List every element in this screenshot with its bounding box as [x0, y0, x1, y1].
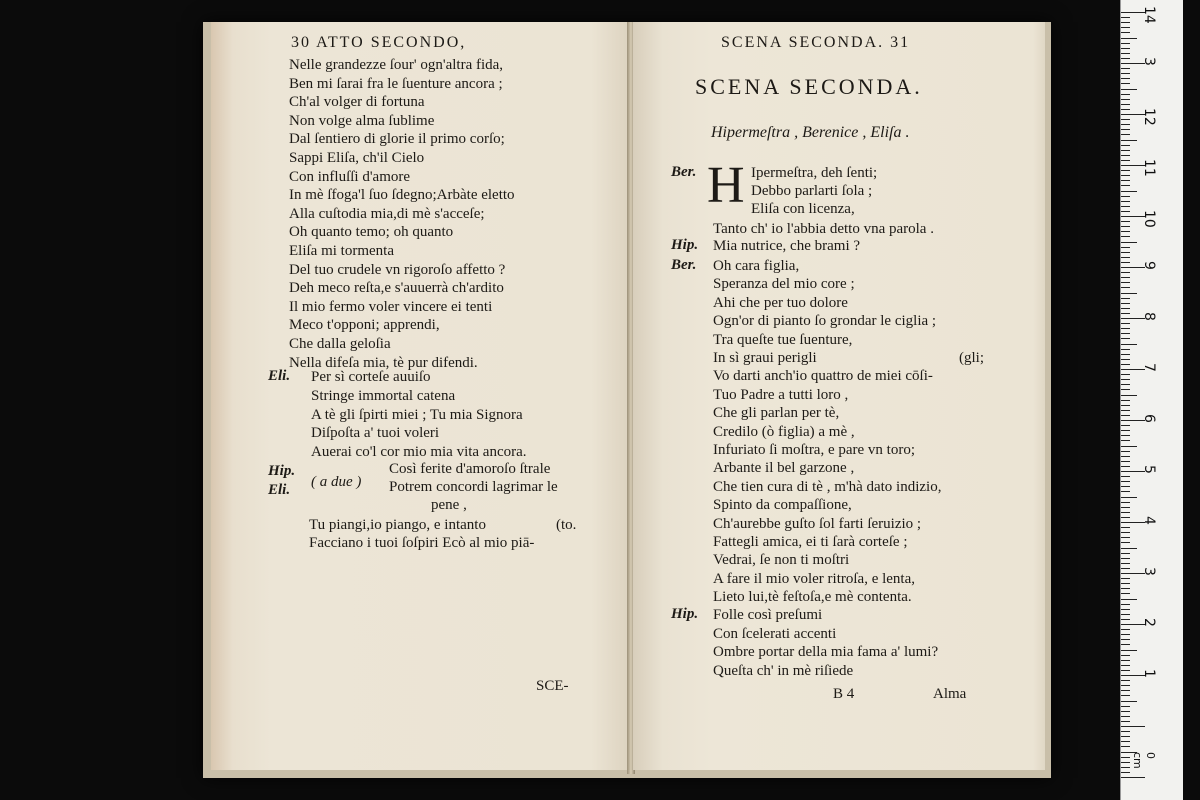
- verse-line: Che tien cura di tè , m'hà dato indizio,: [713, 478, 942, 495]
- ruler-tick: [1121, 695, 1130, 696]
- verse-line: In mè ſfoga'l ſuo ſdegno;Arbàte eletto: [289, 187, 515, 204]
- verse-line: Lieto lui,tè feſtoſa,e mè contenta.: [713, 589, 912, 606]
- ruler-tick: [1121, 726, 1145, 727]
- ruler-number: 7: [1141, 363, 1157, 372]
- verse-line: Con ſcelerati accenti: [713, 625, 837, 642]
- ruler-tick: [1121, 160, 1130, 161]
- ruler-tick: [1121, 313, 1130, 314]
- ruler-number: 14: [1141, 6, 1157, 24]
- ruler-tick: [1121, 685, 1130, 686]
- ruler-tick: [1121, 599, 1137, 600]
- ruler-tick: [1121, 731, 1130, 732]
- ruler-tick: [1121, 32, 1130, 33]
- speaker-eli-duet: Eli.: [268, 482, 291, 498]
- ruler-tick: [1121, 221, 1130, 222]
- ruler-tick: [1121, 293, 1137, 294]
- verse-line: Ch'aurebbe guſto ſol farti ſeruizio ;: [713, 515, 922, 532]
- verse-line: Non volge alma ſublime: [289, 112, 435, 129]
- verse-line: Speranza del mio core ;: [713, 276, 855, 293]
- stage-direction-a-due: ( a due ): [311, 474, 362, 490]
- ruler-tick: [1121, 252, 1130, 253]
- ruler-tick: [1121, 537, 1130, 538]
- verse-line: Vo darti anch'io quattro de miei cōſi-: [713, 368, 933, 385]
- verse-line: Ahi che per tuo dolore: [713, 294, 848, 311]
- verse-line: Tra queſte tue ſuenture,: [713, 331, 853, 348]
- verse-line: Diſpoſta a' tuoi voleri: [311, 425, 440, 442]
- ruler-tick: [1121, 22, 1130, 23]
- ruler-tick: [1121, 604, 1130, 605]
- ruler-tick: [1121, 527, 1130, 528]
- ruler-tick: [1121, 425, 1130, 426]
- ruler-tick: [1121, 145, 1130, 146]
- ruler-tick: [1121, 568, 1130, 569]
- ruler-tick: [1121, 27, 1130, 28]
- verse-line: Ogn'or di pianto ſo grondar le ciglia ;: [713, 313, 937, 330]
- verse-line: Per sì corteſe auuiſo: [311, 369, 431, 385]
- verse-line: Nelle grandezze ſour' ogn'altra fida,: [289, 57, 504, 73]
- ruler-tick: [1121, 344, 1137, 345]
- ruler-tick: [1121, 395, 1137, 396]
- ruler-tick: [1121, 272, 1130, 273]
- final-line: Facciano i tuoi ſoſpiri Ecò al mio piā-: [309, 535, 535, 551]
- ruler-number: 8: [1141, 312, 1157, 321]
- ruler-tick: [1121, 170, 1130, 171]
- ruler-tick: [1121, 242, 1137, 243]
- ruler-tick: [1121, 660, 1130, 661]
- ruler-tick: [1121, 155, 1130, 156]
- ruler-tick: [1121, 206, 1130, 207]
- ruler-tick: [1121, 333, 1130, 334]
- verse-line: Oh quanto temo; oh quanto: [289, 224, 454, 241]
- ruler-tick: [1121, 287, 1130, 288]
- verse-line: Auerai co'l cor mio mia vita ancora.: [311, 444, 527, 461]
- ruler-tick: [1121, 89, 1137, 90]
- ruler-number: 9: [1141, 261, 1157, 270]
- ruler-tick: [1121, 410, 1130, 411]
- ruler-tick: [1121, 405, 1130, 406]
- verse-line: Eliſa mi tormenta: [289, 243, 394, 259]
- verse-line: Sappi Eliſa, ch'il Cielo: [289, 150, 425, 166]
- verse-line: Deh meco reſta,e s'auuerrà ch'ardito: [289, 280, 504, 297]
- ruler-tick: [1121, 323, 1130, 324]
- verse-line: Infuriato ſi moſtra, e pare vn toro;: [713, 442, 916, 458]
- verse-line: Eliſa con licenza,: [751, 201, 855, 217]
- ruler-tick: [1121, 512, 1130, 513]
- ruler-tick: [1121, 298, 1130, 299]
- ruler-tick: [1121, 716, 1130, 717]
- ruler-unit-label: 0 cm: [1131, 752, 1157, 769]
- ruler-tick: [1121, 338, 1130, 339]
- ruler-tick: [1121, 578, 1130, 579]
- open-book: [203, 22, 1051, 778]
- ruler-tick: [1121, 236, 1130, 237]
- verse-line: Dal ſentiero di glorie il primo corſo;: [289, 131, 505, 148]
- ruler-tick: [1121, 191, 1137, 192]
- ruler-tick: [1121, 109, 1130, 110]
- ruler-tick: [1121, 282, 1130, 283]
- ruler-tick: [1121, 129, 1130, 130]
- ruler-tick: [1121, 609, 1130, 610]
- ruler-tick: [1121, 384, 1130, 385]
- ruler-tick: [1121, 655, 1130, 656]
- verse-overflow: (gli;: [959, 350, 984, 366]
- ruler-tick: [1121, 48, 1130, 49]
- ruler-tick: [1121, 175, 1130, 176]
- ruler-tick: [1121, 593, 1130, 594]
- ruler-tick: [1121, 150, 1130, 151]
- verse-line: Vedrai, ſe non ti moſtri: [713, 552, 850, 569]
- verse-line: Il mio fermo voler vincere ei tenti: [289, 298, 493, 315]
- ruler-tick: [1121, 741, 1130, 742]
- verse-line: In sì graui perigli: [713, 350, 817, 366]
- ruler-tick: [1121, 354, 1130, 355]
- speaker-eli: Eli.: [268, 368, 291, 384]
- ruler-tick: [1121, 736, 1130, 737]
- left-running-header: 30 ATTO SECONDO,: [291, 34, 467, 51]
- ruler-tick: [1121, 201, 1130, 202]
- ruler-tick: [1121, 711, 1130, 712]
- verse-line: Che dalla geloſia: [289, 336, 391, 352]
- ruler-tick: [1121, 476, 1130, 477]
- ruler-tick: [1121, 180, 1130, 181]
- ruler-tick: [1121, 124, 1130, 125]
- ruler-tick: [1121, 415, 1130, 416]
- ruler-tick: [1121, 497, 1137, 498]
- ruler-tick: [1121, 247, 1130, 248]
- ruler-tick: [1121, 359, 1130, 360]
- ruler-tick: [1121, 43, 1130, 44]
- scene-title: SCENA SECONDA.: [695, 74, 923, 99]
- ruler-tick: [1121, 721, 1130, 722]
- ruler-number: 11: [1141, 159, 1157, 177]
- verse-line: Fattegli amica, ei ti ſarà corteſe ;: [713, 534, 908, 550]
- ruler-tick: [1121, 277, 1130, 278]
- ruler-tick: [1121, 99, 1130, 100]
- ruler-number: 1: [1141, 669, 1157, 678]
- verse-line: A tè gli ſpirti miei ; Tu mia Signora: [311, 406, 523, 423]
- signature-mark: B 4: [833, 686, 855, 702]
- verse-line: Tuo Padre a tutti loro ,: [713, 386, 849, 403]
- ruler-tick: [1121, 670, 1130, 671]
- verse-line: Ombre portar della mia fama a' lumi?: [713, 644, 939, 661]
- ruler-tick: [1121, 507, 1130, 508]
- ruler-tick: [1121, 639, 1130, 640]
- speaker-hip-2: Hip.: [671, 606, 699, 622]
- ruler-tick: [1121, 456, 1130, 457]
- ruler-tick: [1121, 119, 1130, 120]
- ruler-tick: [1121, 364, 1130, 365]
- ruler-tick: [1121, 690, 1130, 691]
- ruler-tick: [1121, 400, 1130, 401]
- verse-line: Mia nutrice, che brami ?: [713, 238, 861, 254]
- ruler-tick: [1121, 73, 1130, 74]
- speaker-hip: Hip.: [671, 237, 699, 253]
- verse-line: Tanto ch' io l'abbia detto vna parola .: [713, 221, 934, 237]
- ruler-number: 10: [1141, 210, 1157, 228]
- final-line: Tu piangi,io piango, e intanto: [309, 517, 486, 533]
- ruler-tick: [1121, 226, 1130, 227]
- ruler-tick: [1121, 461, 1130, 462]
- right-running-header: SCENA SECONDA. 31: [721, 34, 911, 51]
- ruler-tick: [1121, 614, 1130, 615]
- duet-line: Così ferite d'amoroſo ſtrale: [389, 461, 551, 477]
- ruler-tick: [1121, 303, 1130, 304]
- ruler-tick: [1121, 308, 1130, 309]
- verse-line: Nella difeſa mia, tè pur difendi.: [289, 354, 478, 371]
- verse-line: Spinto da compaſſione,: [713, 497, 852, 514]
- ruler-number: 2: [1141, 618, 1157, 627]
- ruler-tick: [1121, 17, 1130, 18]
- ruler-tick: [1121, 53, 1130, 54]
- ruler-tick: [1121, 767, 1130, 768]
- ruler-tick: [1121, 140, 1137, 141]
- ruler-tick: [1121, 491, 1130, 492]
- verse-line: Meco t'opponi; apprendi,: [289, 317, 440, 334]
- ruler-tick: [1121, 104, 1130, 105]
- ruler-tick: [1121, 68, 1130, 69]
- ruler-tick: [1121, 374, 1130, 375]
- ruler-tick: [1121, 701, 1137, 702]
- verse-line: Con influſſi d'amore: [289, 168, 411, 185]
- ruler-tick: [1121, 502, 1130, 503]
- ruler-tick: [1121, 665, 1130, 666]
- ruler-tick: [1121, 634, 1130, 635]
- character-list: Hipermeſtra , Berenice , Eliſa .: [711, 124, 910, 141]
- ruler-tick: [1121, 583, 1130, 584]
- ruler-tick: [1121, 58, 1130, 59]
- verse-line: Oh cara figlia,: [713, 258, 800, 274]
- verse-line: Ben mi ſarai fra le ſuenture ancora ;: [289, 75, 503, 92]
- ruler-tick: [1121, 532, 1130, 533]
- ruler-tick: [1121, 588, 1130, 589]
- ruler-tick: [1121, 451, 1130, 452]
- right-page: [633, 22, 1045, 770]
- ruler-tick: [1121, 196, 1130, 197]
- verse-line: Ch'al volger di fortuna: [289, 94, 425, 111]
- verse-line: Arbante il bel garzone ,: [713, 460, 855, 477]
- drop-cap: H: [707, 157, 745, 214]
- right-catchword: Alma: [933, 686, 967, 702]
- ruler-tick: [1121, 772, 1130, 773]
- ruler-tick: [1121, 211, 1130, 212]
- verse-line: Credilo (ò figlia) a mè ,: [713, 423, 855, 440]
- speaker-ber-2: Ber.: [671, 257, 697, 273]
- ruler-tick: [1121, 83, 1130, 84]
- ruler-tick: [1121, 680, 1130, 681]
- verse-line: Stringe immortal catena: [311, 387, 456, 404]
- duet-line: pene ,: [431, 497, 467, 513]
- ruler-number: 5: [1141, 465, 1157, 474]
- left-page: [211, 22, 630, 770]
- ruler-number: 12: [1141, 108, 1157, 126]
- ruler-tick: [1121, 446, 1137, 447]
- ruler-tick: [1121, 466, 1130, 467]
- ruler-tick: [1121, 430, 1130, 431]
- verse-line: Ipermeſtra, deh ſenti;: [751, 165, 878, 181]
- ruler-tick: [1121, 328, 1130, 329]
- left-catchword: SCE-: [536, 678, 569, 694]
- ruler-number: 3: [1141, 57, 1157, 66]
- verse-line: Queſta ch' in mè riſiede: [713, 662, 854, 679]
- ruler-tick: [1121, 486, 1130, 487]
- verse-line: Del tuo crudele vn rigoroſo affetto ?: [289, 261, 506, 278]
- ruler-tick: [1121, 762, 1130, 763]
- ruler-tick: [1121, 706, 1130, 707]
- ruler-number: 4: [1141, 516, 1157, 525]
- ruler-tick: [1121, 38, 1137, 39]
- ruler-tick: [1121, 231, 1130, 232]
- ruler-tick: [1121, 349, 1130, 350]
- final-overflow: (to.: [556, 517, 577, 533]
- verse-line: A fare il mio voler ritroſa, e lenta,: [713, 570, 916, 587]
- verse-line: Alla cuſtodia mia,di mè s'acceſe;: [289, 205, 485, 222]
- ruler-tick: [1121, 629, 1130, 630]
- ruler-tick: [1121, 134, 1130, 135]
- speaker-hip-duet: Hip.: [268, 463, 296, 479]
- ruler-tick: [1121, 517, 1130, 518]
- ruler-tick: [1121, 78, 1130, 79]
- ruler-number: 3: [1141, 567, 1157, 576]
- ruler-tick: [1121, 548, 1137, 549]
- verse-line: Folle così preſumi: [713, 607, 823, 623]
- ruler-tick: [1121, 563, 1130, 564]
- verse-line: Debbo parlarti ſola ;: [751, 183, 873, 199]
- ruler-tick: [1121, 746, 1130, 747]
- ruler-tick: [1121, 185, 1130, 186]
- ruler-tick: [1121, 257, 1130, 258]
- ruler-tick: [1121, 619, 1130, 620]
- ruler-tick: [1121, 440, 1130, 441]
- ruler-tick: [1121, 262, 1130, 263]
- ruler-tick: [1121, 553, 1130, 554]
- ruler-tick: [1121, 94, 1130, 95]
- ruler-tick: [1121, 481, 1130, 482]
- verse-line: Che gli parlan per tè,: [713, 405, 840, 422]
- ruler-tick: [1121, 389, 1130, 390]
- measuring-ruler: [1120, 0, 1183, 800]
- ruler-tick: [1121, 379, 1130, 380]
- ruler-number: 6: [1141, 414, 1157, 423]
- ruler-tick: [1121, 558, 1130, 559]
- ruler-tick: [1121, 757, 1130, 758]
- ruler-tick: [1121, 650, 1137, 651]
- speaker-ber: Ber.: [671, 164, 697, 180]
- ruler-tick: [1121, 542, 1130, 543]
- ruler-tick: [1121, 435, 1130, 436]
- duet-line: Potrem concordi lagrimar le: [389, 479, 558, 495]
- ruler-tick: [1121, 644, 1130, 645]
